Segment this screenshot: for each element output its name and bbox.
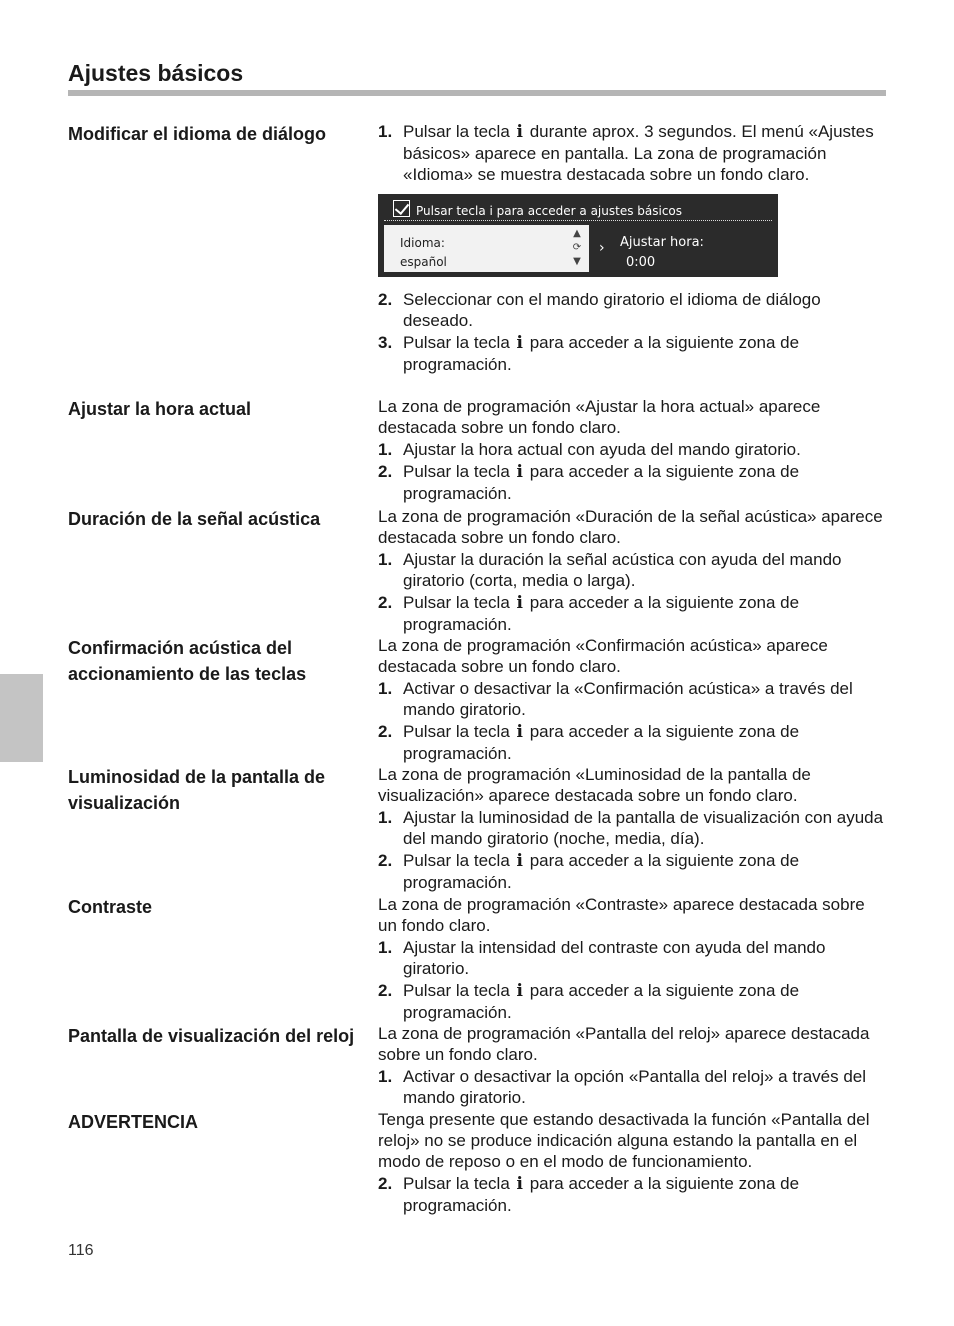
step-text-part: para acceder a la siguiente zona de programación. (403, 462, 800, 503)
step-item (378, 721, 888, 764)
section-heading: Confirmación acústica del accionamiento de las teclas (68, 638, 307, 684)
step-number: 2. (378, 593, 393, 612)
info-key-icon: i (516, 122, 523, 142)
section-heading: Ajustar la hora actual (68, 399, 252, 419)
step-number: 1. (378, 1067, 393, 1086)
step-text (403, 121, 888, 185)
page-number: 116 (68, 1242, 94, 1259)
info-key-icon: i (516, 1174, 523, 1194)
warning-text: Tenga presente que estando desactivada la función «Pantalla del reloj» no se produce indicación alguna estando la pantalla en el modo de reposo o en el modo de funcionamiento. (378, 1110, 870, 1171)
display-screen (378, 194, 778, 277)
step-text: Seleccionar con el mando giratorio el idioma de diálogo deseado. (403, 290, 821, 330)
info-key-icon: i (516, 722, 523, 742)
side-tab-marker (0, 674, 43, 762)
step-text-part: Pulsar la tecla (403, 722, 510, 741)
step-text-part: Pulsar la tecla (403, 462, 510, 481)
section-heading: Duración de la señal acústica (68, 509, 321, 529)
step-number: 2. (378, 462, 393, 481)
step-text (403, 332, 888, 375)
section-intro: La zona de programación «Confirmación acústica» aparece destacada sobre un fondo claro. (378, 636, 828, 676)
section-heading: Luminosidad de la pantalla de visualización (68, 767, 326, 813)
step-item (378, 678, 888, 720)
info-key-icon: i (516, 462, 523, 482)
section-intro: La zona de programación «Pantalla del reloj» aparece destacada sobre un fondo claro. (378, 1024, 870, 1064)
check-icon (393, 200, 410, 217)
display-language-label: Idioma: (400, 236, 445, 250)
section-body (378, 894, 888, 1024)
section-intro: La zona de programación «Contraste» aparece destacada sobre un fondo claro. (378, 895, 865, 935)
step-text (403, 721, 888, 764)
section-heading: Pantalla de visualización del reloj (68, 1026, 355, 1046)
section-heading: Contraste (68, 897, 153, 917)
step-text: Activar o desactivar la «Confirmación acústica» a través del mando giratorio. (403, 679, 853, 719)
step-number: 2. (378, 290, 393, 309)
step-text: Ajustar la intensidad del contraste con ayuda del mando giratorio. (403, 938, 826, 978)
step-number: 2. (378, 851, 393, 870)
step-text-part: para acceder a la siguiente zona de programación. (403, 722, 800, 763)
step-text: Ajustar la luminosidad de la pantalla de visualización con ayuda del mando giratorio (noche, media, día). (403, 808, 884, 848)
section-intro: La zona de programación «Duración de la señal acústica» aparece destacada sobre un fondo claro. (378, 507, 883, 547)
display-time-value: 0:00 (626, 255, 656, 270)
chevron-right-icon: › (599, 240, 605, 256)
section-body (378, 396, 888, 505)
step-text (403, 592, 888, 635)
section-intro: La zona de programación «Luminosidad de la pantalla de visualización» aparece destacada sobre un fondo claro. (378, 765, 811, 805)
step-number: 1. (378, 679, 393, 698)
step-item (378, 850, 888, 893)
page-title: Ajustes básicos (68, 60, 244, 86)
step-text-part: Pulsar la tecla (403, 593, 510, 612)
rotary-scroll-icon: ▲ ⟳ ▼ (572, 228, 582, 267)
step-text (403, 461, 888, 504)
step-item (378, 937, 888, 979)
step-text-part: para acceder a la siguiente zona de programación. (403, 981, 800, 1022)
step-item (378, 121, 888, 185)
step-text-part: Pulsar la tecla (403, 1174, 510, 1193)
step-number: 2. (378, 1174, 393, 1193)
step-item (378, 549, 888, 591)
step-text: Ajustar la hora actual con ayuda del mando giratorio. (403, 440, 801, 459)
step-item (378, 980, 888, 1023)
step-text-part: Pulsar la tecla (403, 981, 510, 1000)
section-body (378, 1023, 888, 1109)
display-header: Pulsar tecla i para acceder a ajustes básicos (416, 204, 683, 218)
step-item (378, 461, 888, 504)
step-item (378, 592, 888, 635)
step-text-part: Pulsar la tecla (403, 851, 510, 870)
section-body (378, 506, 888, 636)
section-body (378, 764, 888, 894)
step-item (378, 807, 888, 849)
step-item (378, 332, 888, 375)
step-item (378, 289, 888, 331)
info-key-icon: i (516, 333, 523, 353)
step-text-part: para acceder a la siguiente zona de programación. (403, 593, 800, 634)
step-item (378, 1173, 888, 1216)
step-number: 1. (378, 440, 393, 459)
section-body (378, 635, 888, 765)
step-text (403, 980, 888, 1023)
section-intro: La zona de programación «Ajustar la hora actual» aparece destacada sobre un fondo claro. (378, 397, 821, 437)
step-text: Activar o desactivar la opción «Pantalla del reloj» a través del mando giratorio. (403, 1067, 867, 1107)
info-key-icon: i (516, 981, 523, 1001)
step-number: 1. (378, 808, 393, 827)
step-item (378, 439, 888, 460)
step-number: 3. (378, 333, 393, 352)
step-text (403, 850, 888, 893)
display-divider (384, 220, 772, 221)
display-language-value: español (400, 255, 447, 269)
step-number: 1. (378, 550, 393, 569)
step-item (378, 1066, 888, 1108)
step-text-part: para acceder a la siguiente zona de programación. (403, 1174, 800, 1215)
step-number: 2. (378, 981, 393, 1000)
section-body (378, 1109, 888, 1217)
title-rule (68, 90, 886, 96)
step-number: 1. (378, 122, 393, 141)
step-text-part: durante aprox. 3 segundos. El menú «Ajustes básicos» aparece en pantalla. La zona de programación «Idioma» se muestra destacada sobre un fondo claro. (403, 122, 874, 184)
info-key-icon: i (516, 851, 523, 871)
step-text-part: para acceder a la siguiente zona de programación. (403, 851, 800, 892)
section-heading: Modificar el idioma de diálogo (68, 124, 327, 144)
step-number: 1. (378, 938, 393, 957)
step-text-part: Pulsar la tecla (403, 333, 510, 352)
section-body (378, 121, 888, 376)
step-text-part: Pulsar la tecla (403, 122, 510, 141)
display-time-label: Ajustar hora: (620, 235, 704, 250)
section-heading: ADVERTENCIA (68, 1112, 199, 1132)
step-text (403, 1173, 888, 1216)
step-text-part: para acceder a la siguiente zona de programación. (403, 333, 800, 374)
step-text: Ajustar la duración la señal acústica con ayuda del mando giratorio (corta, media o larga). (403, 550, 842, 590)
info-key-icon: i (516, 593, 523, 613)
display-language-zone (384, 225, 589, 272)
step-number: 2. (378, 722, 393, 741)
